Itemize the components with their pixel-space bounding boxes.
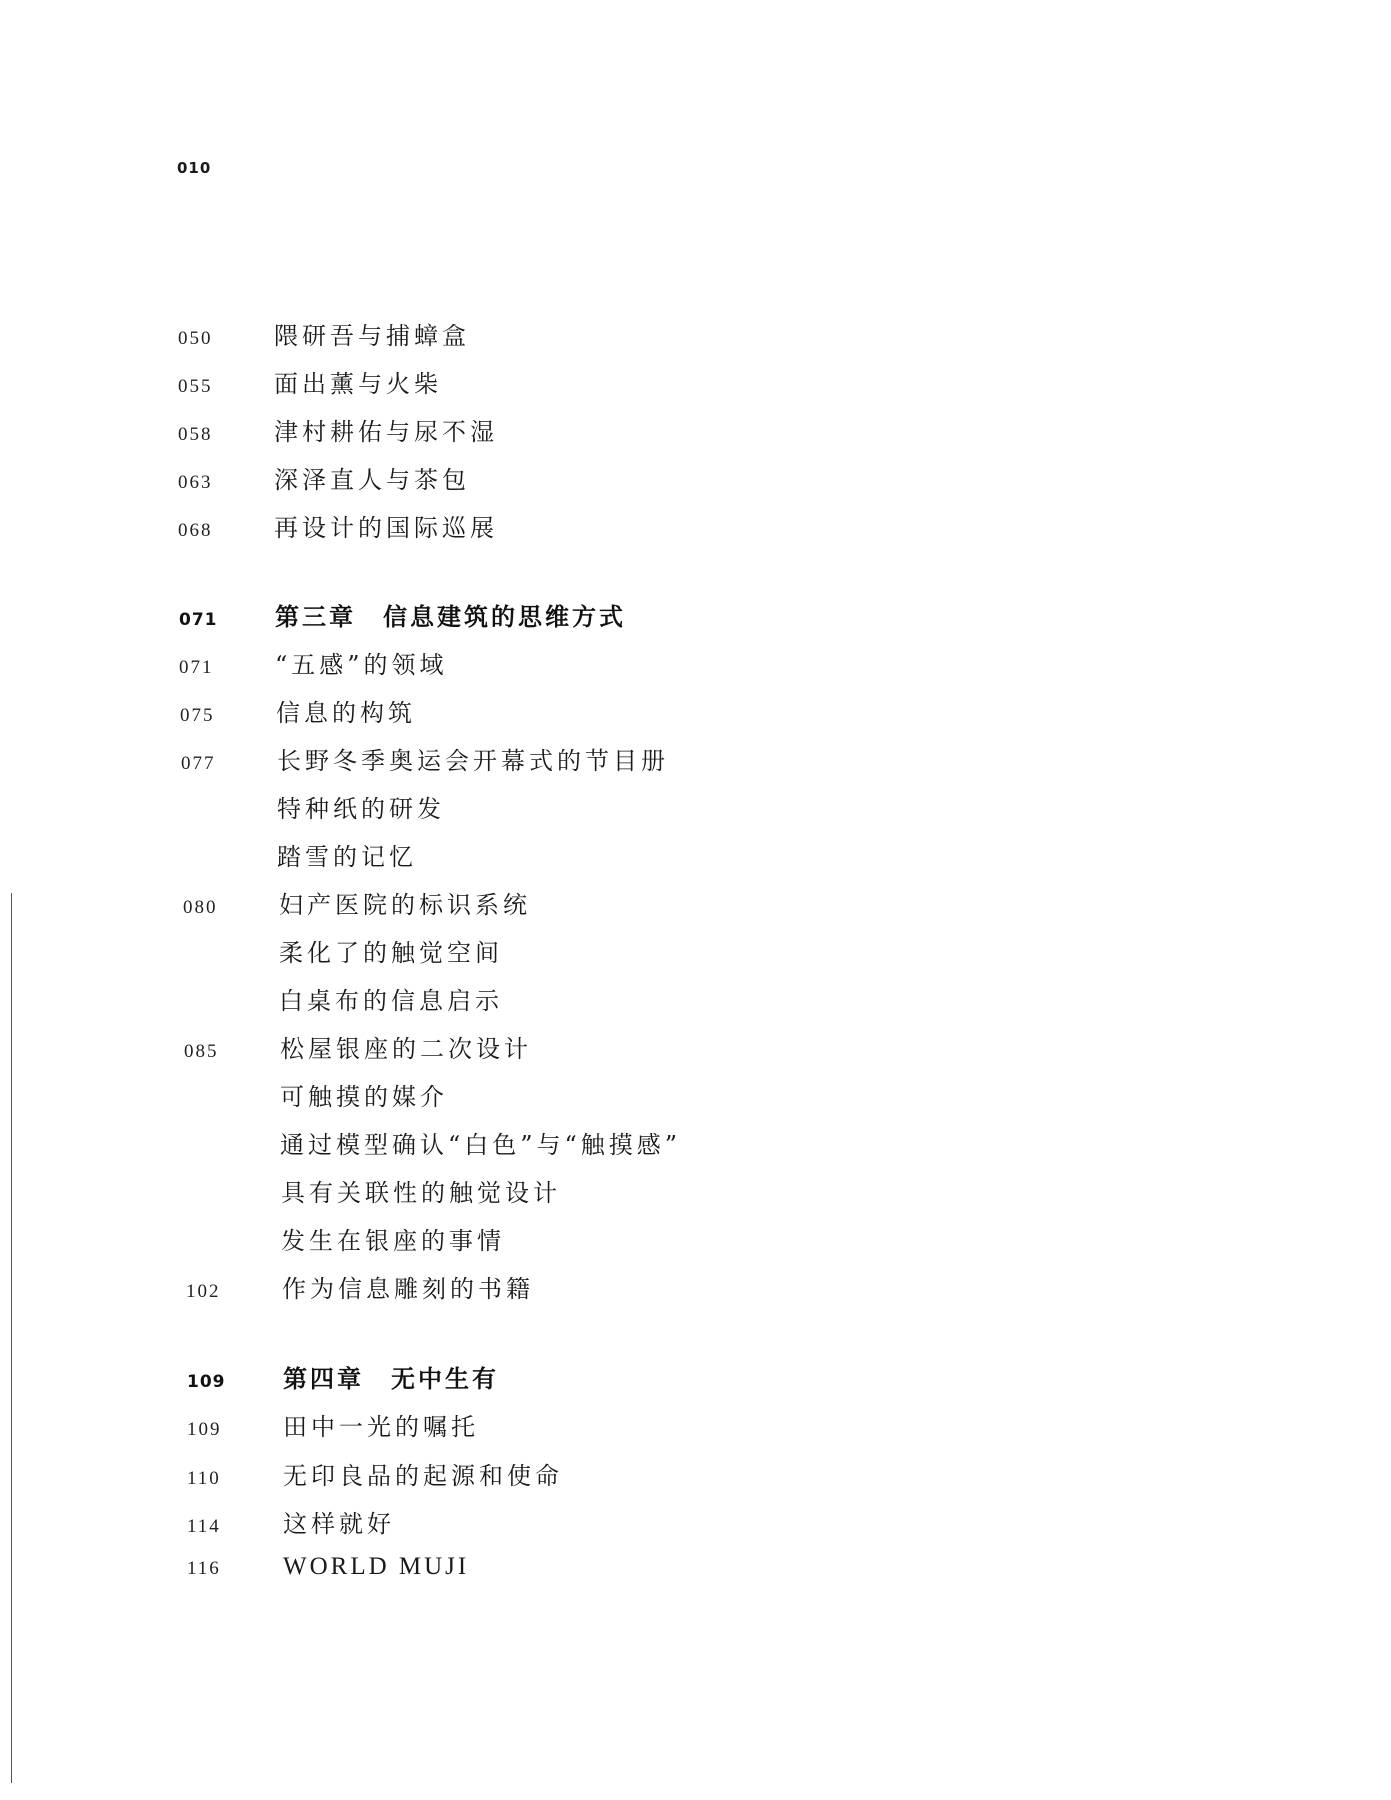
- scan-edge-line: [11, 893, 12, 1783]
- toc-entry-title: 作为信息雕刻的书籍: [282, 1275, 534, 1303]
- toc-entry: [186, 1269, 534, 1305]
- toc-page-number: 109: [187, 1372, 226, 1392]
- toc-entry: [185, 1221, 505, 1257]
- toc-entry: [183, 885, 531, 921]
- toc-entry-title: 妇产医院的标识系统: [279, 891, 531, 919]
- toc-page-number: 075: [180, 705, 215, 726]
- toc-entry: [178, 364, 442, 400]
- toc-page-number: 085: [184, 1041, 219, 1062]
- toc-entry-title: 津村耕佑与尿不湿: [274, 418, 498, 446]
- toc-entry: [181, 837, 417, 873]
- toc-entry-title: 松屋银座的二次设计: [280, 1035, 532, 1063]
- toc-page-number: 080: [183, 897, 218, 918]
- toc-entry: [183, 981, 503, 1017]
- toc-entry: [185, 1173, 561, 1209]
- toc-entry-title: 发生在银座的事情: [281, 1227, 505, 1255]
- toc-entry-title: WORLD MUJI: [283, 1553, 470, 1580]
- toc-entry-title: 可触摸的媒介: [280, 1083, 448, 1111]
- toc-entry-title: 长野冬季奥运会开幕式的节目册: [277, 747, 669, 775]
- toc-chapter-heading: [179, 597, 626, 633]
- toc-page-number: 114: [187, 1516, 221, 1537]
- toc-entry: [181, 741, 669, 777]
- toc-entry: [183, 933, 503, 969]
- toc-entry: [184, 1125, 681, 1161]
- toc-entry-title: 踏雪的记忆: [277, 843, 417, 871]
- toc-entry-title: 这样就好: [283, 1510, 395, 1538]
- toc-chapter-title: 第三章 信息建筑的思维方式: [275, 603, 626, 631]
- toc-page-number: 058: [178, 424, 213, 445]
- toc-entry-title: 柔化了的触觉空间: [279, 939, 503, 967]
- toc-entry: [178, 460, 470, 496]
- toc-entry-title: 隈研吾与捕蟑盒: [274, 322, 470, 350]
- toc-entry: [178, 316, 470, 352]
- toc-entry-title: 通过模型确认“白色”与“触摸感”: [280, 1131, 682, 1159]
- toc-entry: [178, 412, 498, 448]
- toc-entry: [187, 1504, 395, 1540]
- toc-page-number: 110: [187, 1468, 221, 1489]
- toc-page-number: 063: [178, 472, 213, 493]
- toc-page-number: 068: [178, 520, 213, 541]
- toc-page-number: 077: [181, 753, 216, 774]
- toc-entry: [184, 1077, 448, 1113]
- toc-entry-title: 深泽直人与茶包: [274, 466, 470, 494]
- toc-entry-title: 特种纸的研发: [277, 795, 445, 823]
- toc-page-number: 102: [186, 1281, 221, 1302]
- toc-entry-title: 信息的构筑: [276, 699, 416, 727]
- toc-page-number: 109: [187, 1419, 222, 1440]
- toc-entry-title: 无印良品的起源和使命: [283, 1462, 563, 1490]
- toc-entry: [187, 1456, 563, 1492]
- toc-entry: [178, 508, 498, 544]
- toc-entry-title: 白桌布的信息启示: [279, 987, 503, 1015]
- toc-entry-title: 面出薰与火柴: [274, 370, 442, 398]
- toc-entry: [187, 1407, 479, 1443]
- toc-entry: [181, 789, 445, 825]
- toc-entry-title: 再设计的国际巡展: [274, 514, 498, 542]
- toc-entry: [179, 645, 448, 681]
- toc-page-number: 071: [179, 657, 214, 678]
- toc-page-number: 071: [179, 610, 218, 630]
- toc-chapter-title: 第四章 无中生有: [283, 1365, 499, 1393]
- toc-entry: [187, 1553, 469, 1589]
- toc-page-number: 050: [178, 328, 213, 349]
- toc-entry-title: 具有关联性的触觉设计: [281, 1179, 561, 1207]
- toc-page-number: 116: [187, 1558, 221, 1579]
- toc-entry: [184, 1029, 532, 1065]
- toc-entry-title: 田中一光的嘱托: [283, 1413, 479, 1441]
- toc-chapter-heading: [187, 1359, 499, 1395]
- page-number: 010: [177, 159, 212, 177]
- toc-entry: [180, 693, 416, 729]
- toc-entry-title: “五感”的领域: [275, 651, 448, 679]
- toc-page-number: 055: [178, 376, 213, 397]
